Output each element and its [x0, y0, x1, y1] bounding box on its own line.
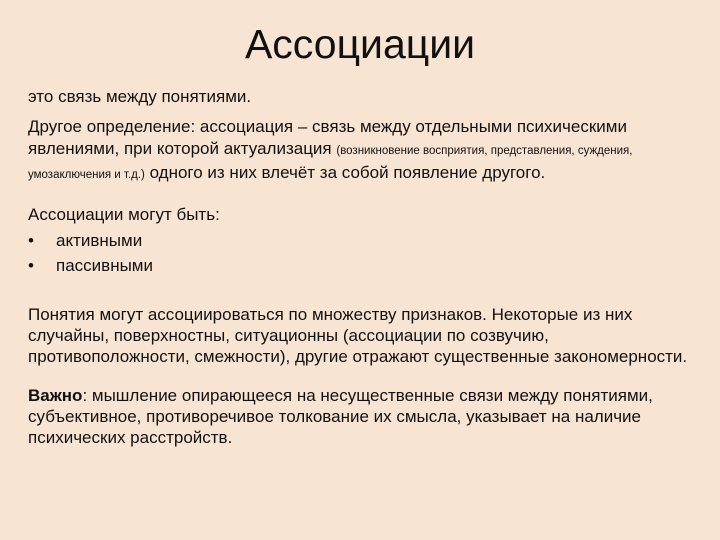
spacer	[28, 278, 700, 304]
types-heading: Ассоциации могут быть:	[28, 205, 220, 224]
bullet-icon: •	[28, 256, 34, 275]
list-item-label: пассивными	[56, 256, 153, 275]
definition-part2: одного из них влечёт за собой появление другого.	[144, 163, 546, 182]
list-item-label: активными	[56, 231, 143, 250]
slide-title: Ассоциации	[244, 21, 476, 67]
definition-small-note: (возникновение восприятия, представления, суждения, умозаключения и т.д.)	[28, 145, 633, 181]
spacer	[28, 367, 700, 385]
list-item	[28, 253, 700, 278]
important-text: : мышление опирающееся на несущественные связи между понятиями, субъективное, противоречивое толкование их смысла, указывает на наличие психических расстройств.	[28, 386, 653, 447]
list-item	[28, 228, 700, 253]
features-paragraph: Понятия могут ассоциироваться по множеству признаков. Некоторые из них случайны, поверхностны, ситуационны (ассоциации по созвучию, противоположности, смежности), другие отражают существенные закономерности.	[28, 305, 688, 366]
intro-text: это связь между понятиями.	[28, 87, 252, 106]
important-label: Важно	[28, 386, 83, 405]
spacer	[28, 186, 700, 204]
definition-paragraph	[28, 116, 700, 186]
bullet-icon: •	[28, 231, 34, 250]
types-list	[28, 228, 700, 278]
definition-part1: Другое определение: ассоциация – связь между отдельными психическими явлениями, при которой актуализация	[28, 117, 627, 158]
slide-content	[28, 86, 700, 448]
important-paragraph	[28, 385, 700, 448]
